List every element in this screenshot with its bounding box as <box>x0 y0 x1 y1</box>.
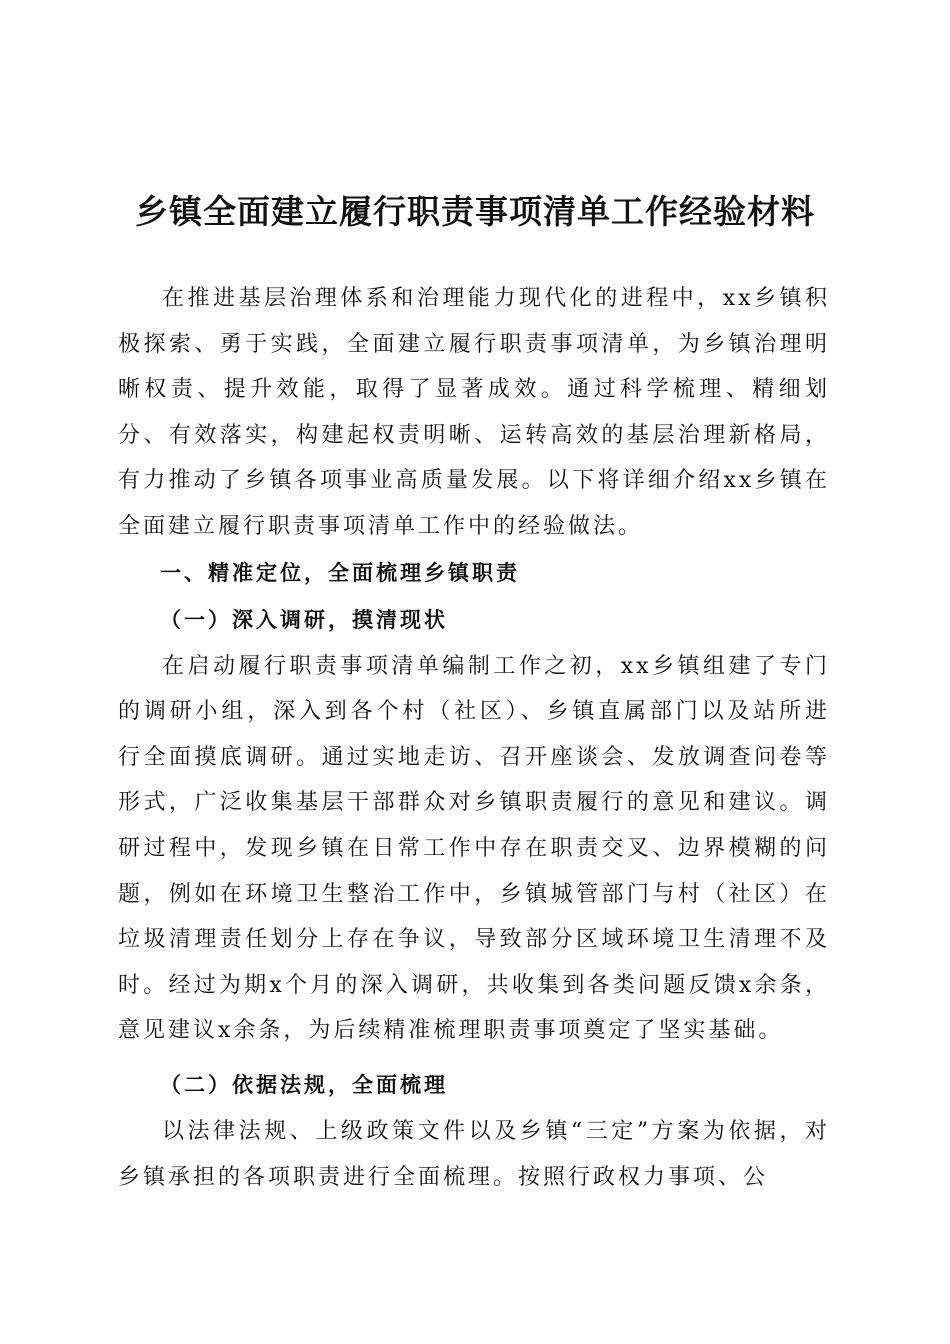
subsection-paragraph-1: 在启动履行职责事项清单编制工作之初，xx乡镇组建了专门的调研小组，深入到各个村（社区）、乡镇直属部门以及站所进行全面摸底调研。通过实地走访、召开座谈会、发放调查问卷等形式，广泛收集基层干部群众对乡镇职责履行的意见和建议。调研过程中，发现乡镇在日常工作中存在职责交叉、边界模糊的问题，例如在环境卫生整治工作中，乡镇城管部门与村（社区）在垃圾清理责任划分上存在争议，导致部分区域环境卫生清理不及时。经过为期x个月的深入调研，共收集到各类问题反馈x余条，意见建议x余条，为后续精准梳理职责事项奠定了坚实基础。 <box>118 653 830 1044</box>
document-title: 乡镇全面建立履行职责事项清单工作经验材料 <box>135 192 815 231</box>
section-heading-1: 一、精准定位，全面梳理乡镇职责 <box>160 560 520 585</box>
subsection-heading-1: （一）深入调研，摸清现状 <box>160 607 448 632</box>
subsection-paragraph-2: 以法律法规、上级政策文件以及乡镇“三定”方案为依据，对乡镇承担的各项职责进行全面梳理。按照行政权力事项、公 <box>118 1118 830 1190</box>
subsection-heading-2: （二）依据法规，全面梳理 <box>160 1072 448 1097</box>
intro-paragraph: 在推进基层治理体系和治理能力现代化的进程中，xx乡镇积极探索、勇于实践，全面建立履行职责事项清单，为乡镇治理明晰权责、提升效能，取得了显著成效。通过科学梳理、精细划分、有效落实，构建起权责明晰、运转高效的基层治理新格局，有力推动了乡镇各项事业高质量发展。以下将详细介绍xx乡镇在全面建立履行职责事项清单工作中的经验做法。 <box>118 286 830 539</box>
document-body <box>118 276 830 1200</box>
